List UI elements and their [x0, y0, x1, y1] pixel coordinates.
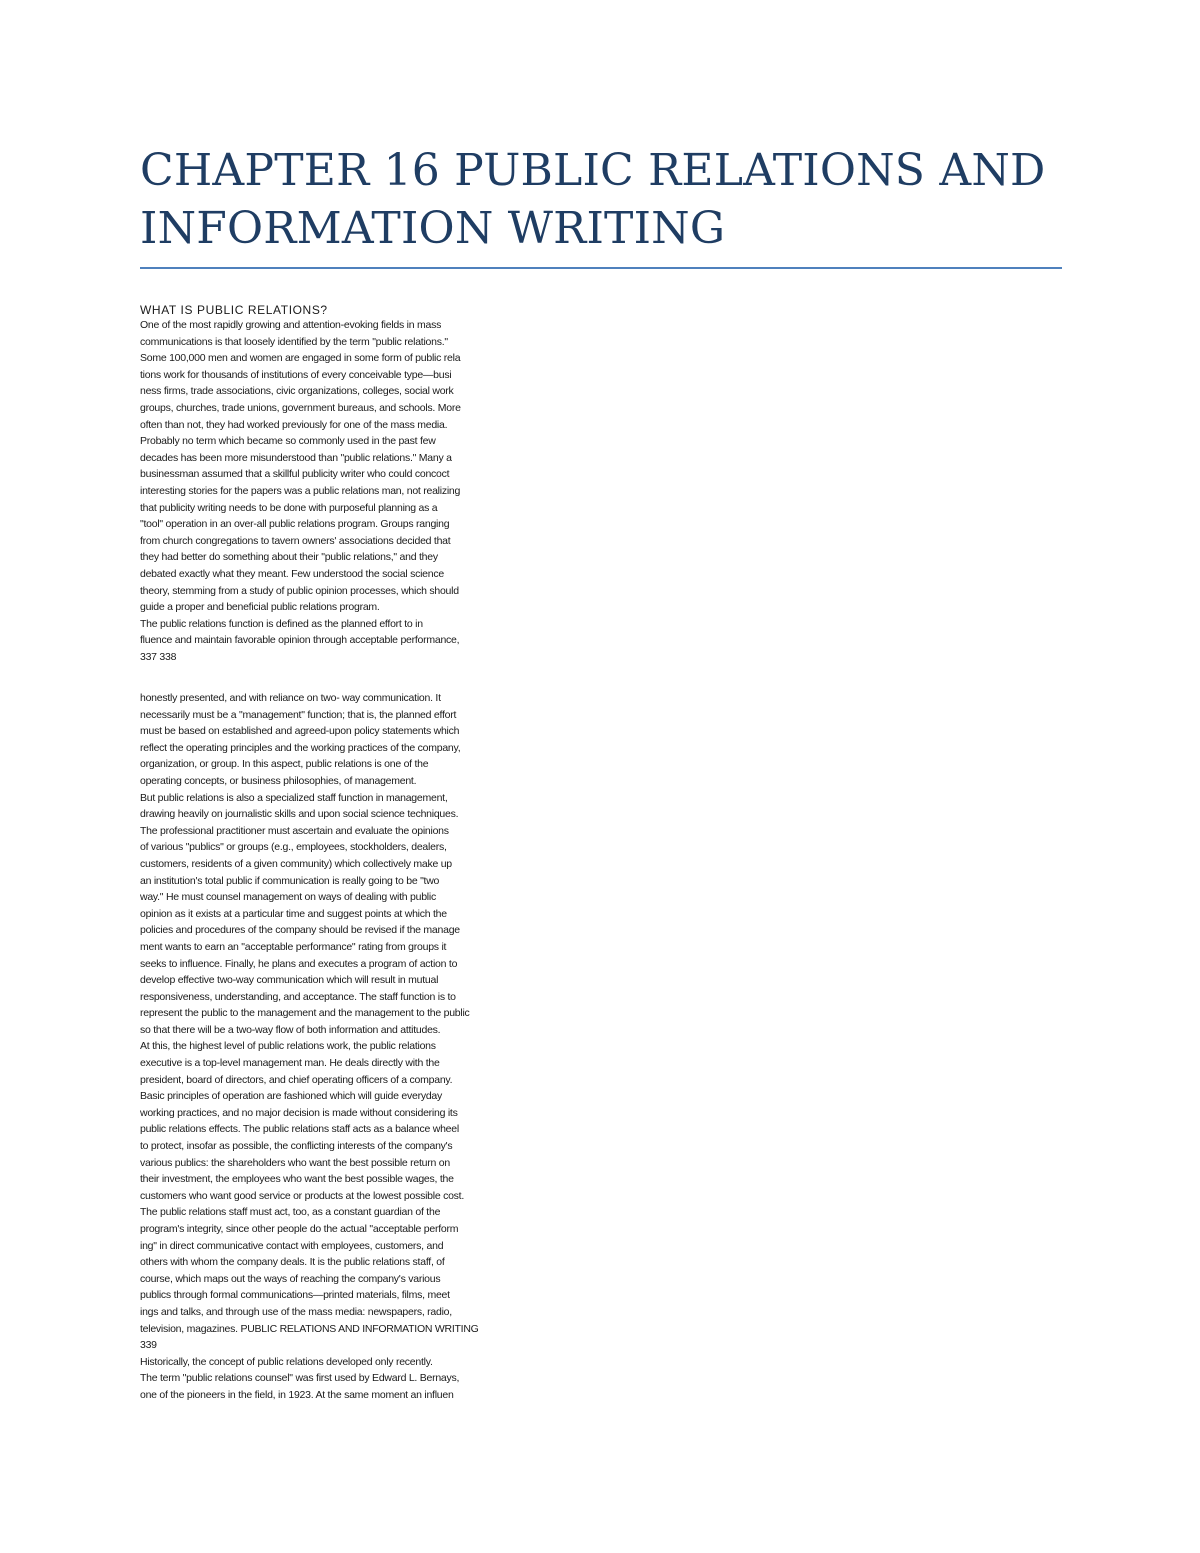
text-line: Basic principles of operation are fashioned which will guide everyday	[140, 1090, 443, 1103]
text-line: working practices, and no major decision is made without considering its	[140, 1106, 458, 1119]
text-line: must be based on established and agreed-upon policy statements which	[140, 725, 460, 738]
text-line: to protect, insofar as possible, the conflicting interests of the company's	[140, 1140, 453, 1153]
text-line: others with whom the company deals. It is the public relations staff, of	[140, 1256, 445, 1269]
text-line: businessman assumed that a skillful publicity writer who could concoct	[140, 468, 450, 481]
text-line: debated exactly what they meant. Few understood the social science	[140, 567, 444, 580]
text-line: drawing heavily on journalistic skills and upon social science techniques.	[140, 808, 459, 821]
title-divider	[140, 267, 1062, 269]
body-text-block-1	[140, 317, 540, 665]
text-line: opinion as it exists at a particular time and suggest points at which the	[140, 907, 447, 920]
text-line: tions work for thousands of institutions of every conceivable type—busi	[140, 368, 452, 381]
text-line: Historically, the concept of public relations developed only recently.	[140, 1355, 433, 1368]
text-line: that publicity writing needs to be done with purposeful planning as a	[140, 501, 438, 514]
text-line: ings and talks, and through use of the mass media: newspapers, radio,	[140, 1305, 452, 1318]
text-line: operating concepts, or business philosophies, of management.	[140, 774, 417, 787]
text-line: ment wants to earn an "acceptable performance" rating from groups it	[140, 940, 447, 953]
text-line: responsiveness, understanding, and acceptance. The staff function is to	[140, 990, 456, 1003]
text-line: course, which maps out the ways of reaching the company's various	[140, 1272, 441, 1285]
chapter-title-line: INFORMATION WRITING	[140, 203, 726, 254]
text-line: "tool" operation in an over-all public relations program. Groups ranging	[140, 518, 450, 531]
text-line: their investment, the employees who want the best possible wages, the	[140, 1173, 454, 1186]
text-line: honestly presented, and with reliance on two- way communication. It	[140, 692, 441, 704]
text-line: represent the public to the management and the management to the public	[140, 1007, 470, 1020]
text-line: an institution's total public if communication is really going to be "two	[140, 874, 440, 887]
text-line: public relations effects. The public relations staff acts as a balance wheel	[140, 1123, 459, 1136]
text-line: The public relations function is defined as the planned effort to in	[140, 617, 423, 630]
text-line: executive is a top-level management man. He deals directly with the	[140, 1057, 440, 1070]
text-line: guide a proper and beneficial public relations program.	[140, 601, 380, 614]
text-line: communications is that loosely identified by the term "public relations."	[140, 335, 448, 348]
text-line: 339	[140, 1339, 157, 1352]
text-line: president, board of directors, and chief operating officers of a company.	[140, 1073, 453, 1086]
text-line: interesting stories for the papers was a public relations man, not realizing	[140, 484, 461, 497]
text-line: But public relations is also a specialized staff function in management,	[140, 791, 448, 804]
text-line: one of the pioneers in the field, in 1923. At the same moment an influen	[140, 1388, 454, 1401]
text-line: ing" in direct communicative contact with employees, customers, and	[140, 1239, 444, 1252]
text-line: The public relations staff must act, too, as a constant guardian of the	[140, 1206, 441, 1219]
text-line: decades has been more misunderstood than "public relations." Many a	[140, 451, 452, 464]
text-line: seeks to influence. Finally, he plans and executes a program of action to	[140, 957, 458, 970]
text-line: 337 338	[140, 650, 177, 663]
text-line: ness firms, trade associations, civic organizations, colleges, social work	[140, 385, 454, 398]
text-line: way." He must counsel management on ways of dealing with public	[140, 891, 436, 904]
text-line: The term "public relations counsel" was first used by Edward L. Bernays,	[140, 1372, 460, 1385]
text-line: from church congregations to tavern owners' associations decided that	[140, 534, 451, 547]
text-line: customers who want good service or products at the lowest possible cost.	[140, 1189, 464, 1202]
text-line: necessarily must be a "management" function; that is, the planned effort	[140, 708, 457, 721]
text-line: customers, residents of a given community) which collectively make up	[140, 857, 452, 870]
text-line: publics through formal communications—printed materials, films, meet	[140, 1289, 450, 1302]
text-line: The professional practitioner must ascertain and evaluate the opinions	[140, 824, 449, 837]
text-line: they had better do something about their "public relations," and they	[140, 551, 438, 564]
text-line: fluence and maintain favorable opinion through acceptable performance,	[140, 634, 460, 647]
text-line: often than not, they had worked previously for one of the mass media.	[140, 418, 448, 431]
text-line: various publics: the shareholders who want the best possible return on	[140, 1156, 450, 1169]
text-line: reflect the operating principles and the working practices of the company,	[140, 741, 461, 754]
text-line: theory, stemming from a study of public opinion processes, which should	[140, 584, 459, 597]
section-heading: WHAT IS PUBLIC RELATIONS?	[140, 303, 328, 317]
text-line: television, magazines. PUBLIC RELATIONS AND INFORMATION WRITING	[140, 1322, 479, 1335]
text-line: Some 100,000 men and women are engaged in some form of public rela	[140, 352, 461, 365]
text-line: of various "publics" or groups (e.g., employees, stockholders, dealers,	[140, 841, 447, 854]
text-line: At this, the highest level of public relations work, the public relations	[140, 1040, 436, 1053]
text-line: develop effective two-way communication which will result in mutual	[140, 974, 439, 987]
text-line: so that there will be a two-way flow of both information and attitudes.	[140, 1023, 441, 1036]
chapter-title	[140, 142, 1070, 258]
text-line: organization, or group. In this aspect, public relations is one of the	[140, 758, 429, 771]
chapter-title-line: CHAPTER 16 PUBLIC RELATIONS AND	[140, 145, 1046, 196]
text-line: One of the most rapidly growing and attention-evoking fields in mass	[140, 319, 442, 331]
text-line: program's integrity, since other people do the actual "acceptable perform	[140, 1223, 459, 1235]
body-text-block-2	[140, 690, 540, 1404]
text-line: policies and procedures of the company should be revised if the manage	[140, 924, 460, 937]
text-line: groups, churches, trade unions, government bureaus, and schools. More	[140, 401, 461, 414]
text-line: Probably no term which became so commonly used in the past few	[140, 435, 436, 448]
